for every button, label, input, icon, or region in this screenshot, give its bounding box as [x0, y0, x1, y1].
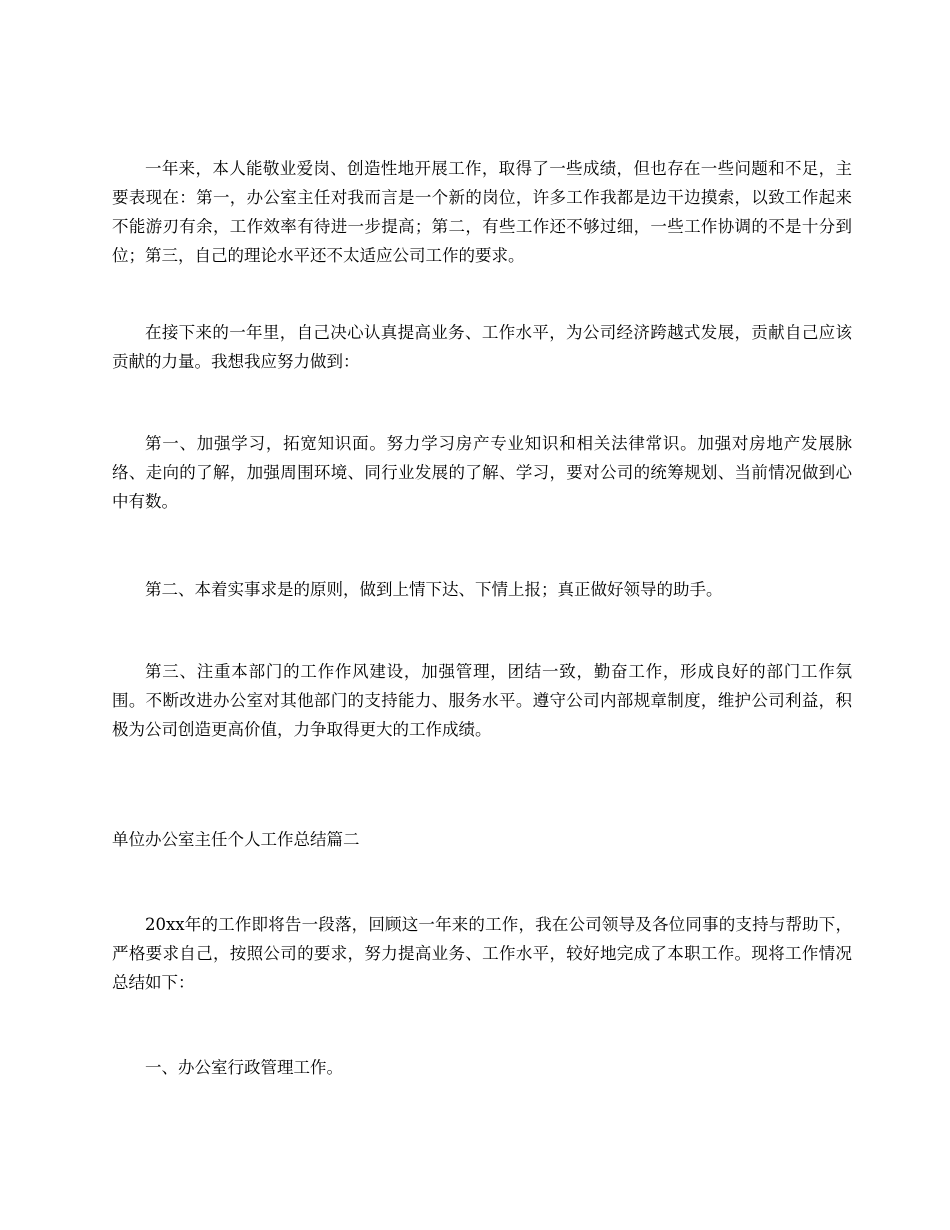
paragraph-point-two: 第二、本着实事求是的原则，做到上情下达、下情上报；真正做好领导的助手。: [145, 580, 723, 599]
paragraph-admin-management: 一、办公室行政管理工作。: [145, 1058, 343, 1077]
paragraph-summary-shortcomings: 一年来，本人能敬业爱岗、创造性地开展工作，取得了一些成绩，但也存在一些问题和不足，主要表现在：第一，办公室主任对我而言是一个新的岗位，许多工作我都是边干边摸索，以致工作起来不能游刃有余，工作效率有待进一步提高；第二，有些工作还不够过细，一些工作协调的不是十分到位；第三，自己的理论水平还不太适应公司工作的要求。: [112, 159, 852, 265]
paragraph-point-one: 第一、加强学习，拓宽知识面。努力学习房产专业知识和相关法律常识。加强对房地产发展脉络、走向的了解，加强周围环境、同行业发展的了解、学习，要对公司的统筹规划、当前情况做到心中有数。: [112, 434, 852, 511]
section-heading: 单位办公室主任个人工作总结篇二: [112, 830, 360, 849]
paragraph-year-intro: 20xx年的工作即将告一段落，回顾这一年来的工作，我在公司领导及各位同事的支持与帮助下，严格要求自己，按照公司的要求，努力提高业务、工作水平，较好地完成了本职工作。现将工作情况总结如下：: [112, 915, 852, 992]
paragraph-next-year-plan: 在接下来的一年里，自己决心认真提高业务、工作水平，为公司经济跨越式发展，贡献自己应该贡献的力量。我想我应努力做到：: [112, 323, 852, 371]
paragraph-point-three: 第三、注重本部门的工作作风建设，加强管理，团结一致，勤奋工作，形成良好的部门工作氛围。不断改进办公室对其他部门的支持能力、服务水平。遵守公司内部规章制度，维护公司利益，积极为公司创造更高价值，力争取得更大的工作成绩。: [112, 662, 852, 739]
